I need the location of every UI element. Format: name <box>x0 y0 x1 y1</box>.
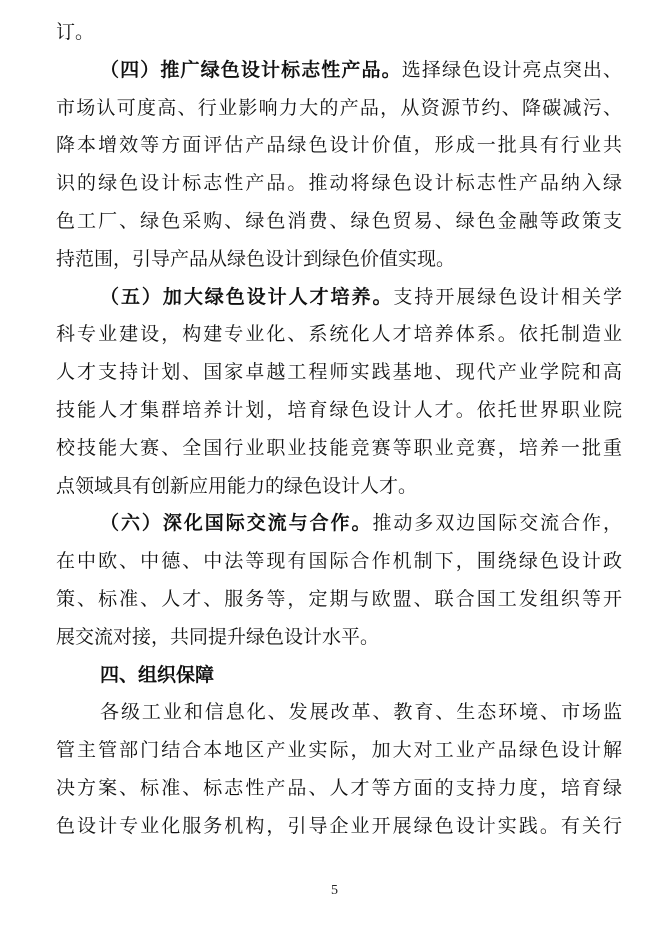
text-line <box>56 657 622 695</box>
text-line <box>56 619 622 657</box>
paragraph-text: 展交流对接，共同提升绿色设计水平。 <box>56 625 380 648</box>
paragraph-text: 色工厂、绿色采购、绿色消费、绿色贸易、绿色金融等政策支 <box>56 209 622 232</box>
text-line <box>56 165 622 203</box>
paragraph-text: 校技能大赛、全国行业职业技能竞赛等职业竞赛，培养一批重 <box>56 436 622 459</box>
text-line <box>56 732 622 770</box>
text-line <box>56 581 622 619</box>
paragraph-text: 降本增效等方面评估产品绿色设计价值，形成一批具有行业共 <box>56 134 622 157</box>
paragraph-text: 技能人才集群培养计划，培育绿色设计人才。依托世界职业院 <box>56 398 622 421</box>
text-line <box>56 468 622 506</box>
text-line <box>56 505 622 543</box>
text-line <box>56 694 622 732</box>
paragraph-text: 推动多双边国际交流合作， <box>372 512 622 535</box>
text-line <box>56 52 622 90</box>
paragraph-text: 管主管部门结合本地区产业实际，加大对工业产品绿色设计解 <box>56 739 622 762</box>
text-line <box>56 770 622 808</box>
text-line <box>56 316 622 354</box>
section-title: 四、组织保障 <box>100 663 215 686</box>
text-line <box>56 543 622 581</box>
paragraph-text: 识的绿色设计标志性产品。推动将绿色设计标志性产品纳入绿 <box>56 172 622 195</box>
paragraph-text: 色设计专业化服务机构，引导企业开展绿色设计实践。有关行 <box>56 814 622 837</box>
paragraph-text: 策、标准、人才、服务等，定期与欧盟、联合国工发组织等开 <box>56 587 622 610</box>
text-line <box>56 279 622 317</box>
item-heading: （四）推广绿色设计标志性产品。 <box>100 58 402 81</box>
paragraph-text: 人才支持计划、国家卓越工程师实践基地、现代产业学院和高 <box>56 361 622 384</box>
text-line <box>56 203 622 241</box>
item-heading: （五）加大绿色设计人才培养。 <box>100 285 394 308</box>
paragraph-text: 选择绿色设计亮点突出、 <box>401 58 622 81</box>
paragraph-text: 点领域具有创新应用能力的绿色设计人才。 <box>56 474 418 497</box>
document-page <box>56 14 622 846</box>
paragraph-text: 支持开展绿色设计相关学 <box>393 285 622 308</box>
text-line <box>56 392 622 430</box>
text-line <box>56 90 622 128</box>
paragraph-text: 决方案、标准、标志性产品、人才等方面的支持力度，培育绿 <box>56 776 622 799</box>
text-line <box>56 354 622 392</box>
page-number: 5 <box>331 883 338 898</box>
text-line <box>56 127 622 165</box>
text-line <box>56 430 622 468</box>
paragraph-text: 订。 <box>56 21 95 43</box>
text-line <box>56 14 622 52</box>
paragraph-text: 市场认可度高、行业影响力大的产品，从资源节约、降碳减污、 <box>56 96 622 119</box>
text-line <box>56 808 622 846</box>
paragraph-text: 各级工业和信息化、发展改革、教育、生态环境、市场监 <box>100 701 622 724</box>
item-heading: （六）深化国际交流与合作。 <box>100 512 373 535</box>
paragraph-text: 科专业建设，构建专业化、系统化人才培养体系。依托制造业 <box>56 323 622 346</box>
text-line <box>56 241 622 279</box>
paragraph-text: 在中欧、中德、中法等现有国际合作机制下，围绕绿色设计政 <box>56 550 622 573</box>
paragraph-text: 持范围，引导产品从绿色设计到绿色价值实现。 <box>56 247 456 270</box>
